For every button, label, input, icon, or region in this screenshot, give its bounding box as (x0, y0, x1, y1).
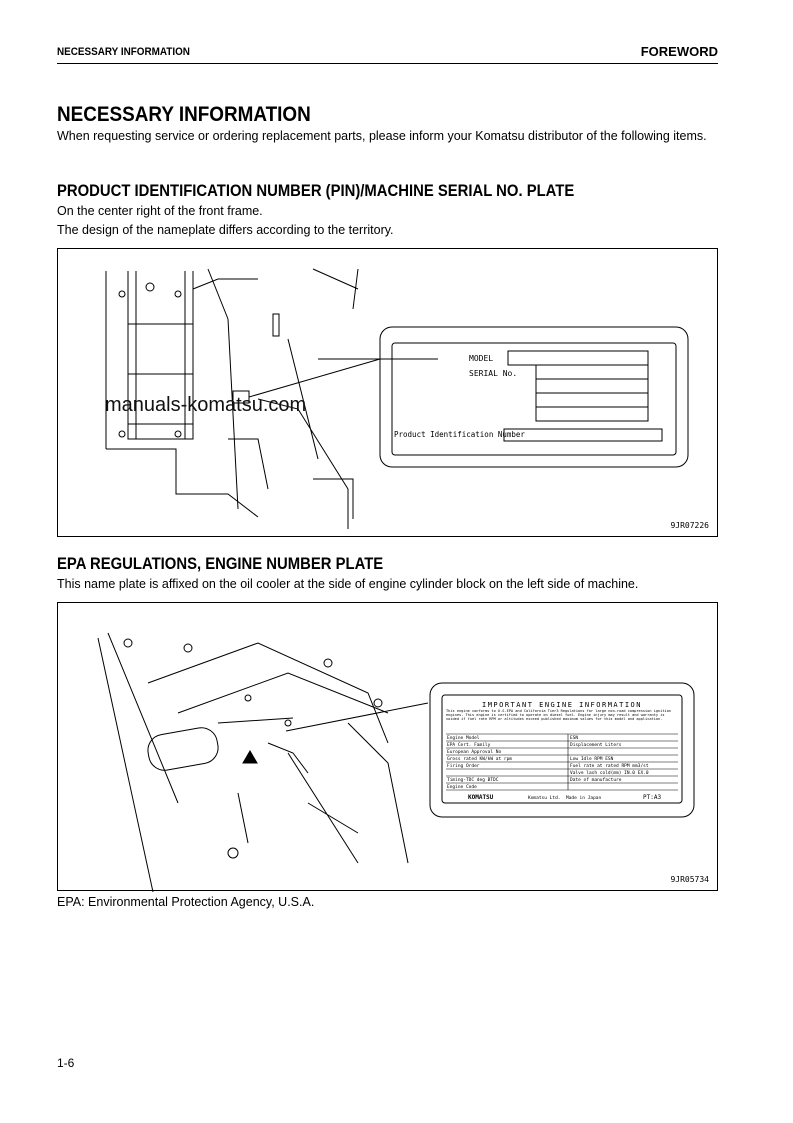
plate-row: Valve lash cold(mm) IN.0 EX.0 (570, 771, 649, 776)
page-number: 1-6 (57, 1056, 75, 1070)
plate-serial-label: SERIAL No. (469, 369, 518, 378)
pin-figure (57, 248, 718, 537)
komatsu-logo: KOMATSU (468, 794, 494, 801)
header-chapter: FOREWORD (640, 44, 718, 59)
plate-model-label: MODEL (469, 354, 494, 363)
engine-plate-statement: This engine conforms to U.S.EPA and California Tier3 Regulations for large non-road compression ignition engines. This engine is certified to operate on diesel fuel. Engine injury may result and warranty is voided if fuel rate RPM or altitudes exceed published maximum values for this model and application. (446, 709, 672, 722)
intro-text: When requesting service or ordering replacement parts, please inform your Komatsu distributor of the following items. (57, 129, 707, 143)
pin-line-1: On the center right of the front frame. (57, 204, 263, 218)
model-field (508, 351, 648, 365)
engine-plate-title: IMPORTANT ENGINE INFORMATION (481, 701, 643, 709)
plate-row: Low Idle RPM ESN (570, 757, 614, 762)
engine-plate (428, 681, 698, 821)
page-title: NECESSARY INFORMATION (57, 103, 311, 126)
pin-heading: PRODUCT IDENTIFICATION NUMBER (PIN)/MACHINE SERIAL NO. PLATE (57, 182, 575, 200)
epa-figure (57, 602, 718, 891)
plate-row: Fuel rate at rated RPM mm3/st (570, 764, 649, 769)
plate-row: Firing Order (447, 764, 480, 769)
epa-note: EPA: Environmental Protection Agency, U.S.A. (57, 895, 315, 909)
figure-id: 9JR05734 (670, 875, 709, 884)
plate-maker: Komatsu Ltd. (528, 796, 561, 801)
epa-heading: EPA REGULATIONS, ENGINE NUMBER PLATE (57, 555, 384, 573)
header-section: NECESSARY INFORMATION (57, 46, 190, 58)
pin-plate (376, 325, 696, 475)
plate-row: ESN (570, 736, 579, 741)
plate-row: Date of manufacture (570, 778, 622, 783)
plate-row: Timing-TDC deg BTDC (447, 778, 499, 783)
pin-field (504, 429, 662, 441)
plate-row: Displacement Liters (570, 743, 622, 748)
pin-line-2: The design of the nameplate differs according to the territory. (57, 223, 394, 237)
plate-pin-label: Product Identification Number (394, 430, 525, 439)
plate-row: EPA Cert. Family (447, 743, 491, 748)
plate-row: Gross rated KW/kW at rpm (447, 757, 513, 762)
figure-id: 9JR07226 (670, 521, 709, 530)
plate-origin: Made in Japan (566, 796, 602, 801)
plate-row: European Approval No (447, 750, 502, 755)
plate-row: Engine Model (447, 736, 480, 741)
epa-text: This name plate is affixed on the oil cooler at the side of engine cylinder block on the left side of machine. (57, 577, 639, 591)
watermark: manuals-komatsu.com (105, 394, 307, 416)
plate-row: Engine Code (447, 785, 477, 790)
plate-code: PT:A3 (643, 794, 662, 801)
header-rule (57, 63, 718, 64)
